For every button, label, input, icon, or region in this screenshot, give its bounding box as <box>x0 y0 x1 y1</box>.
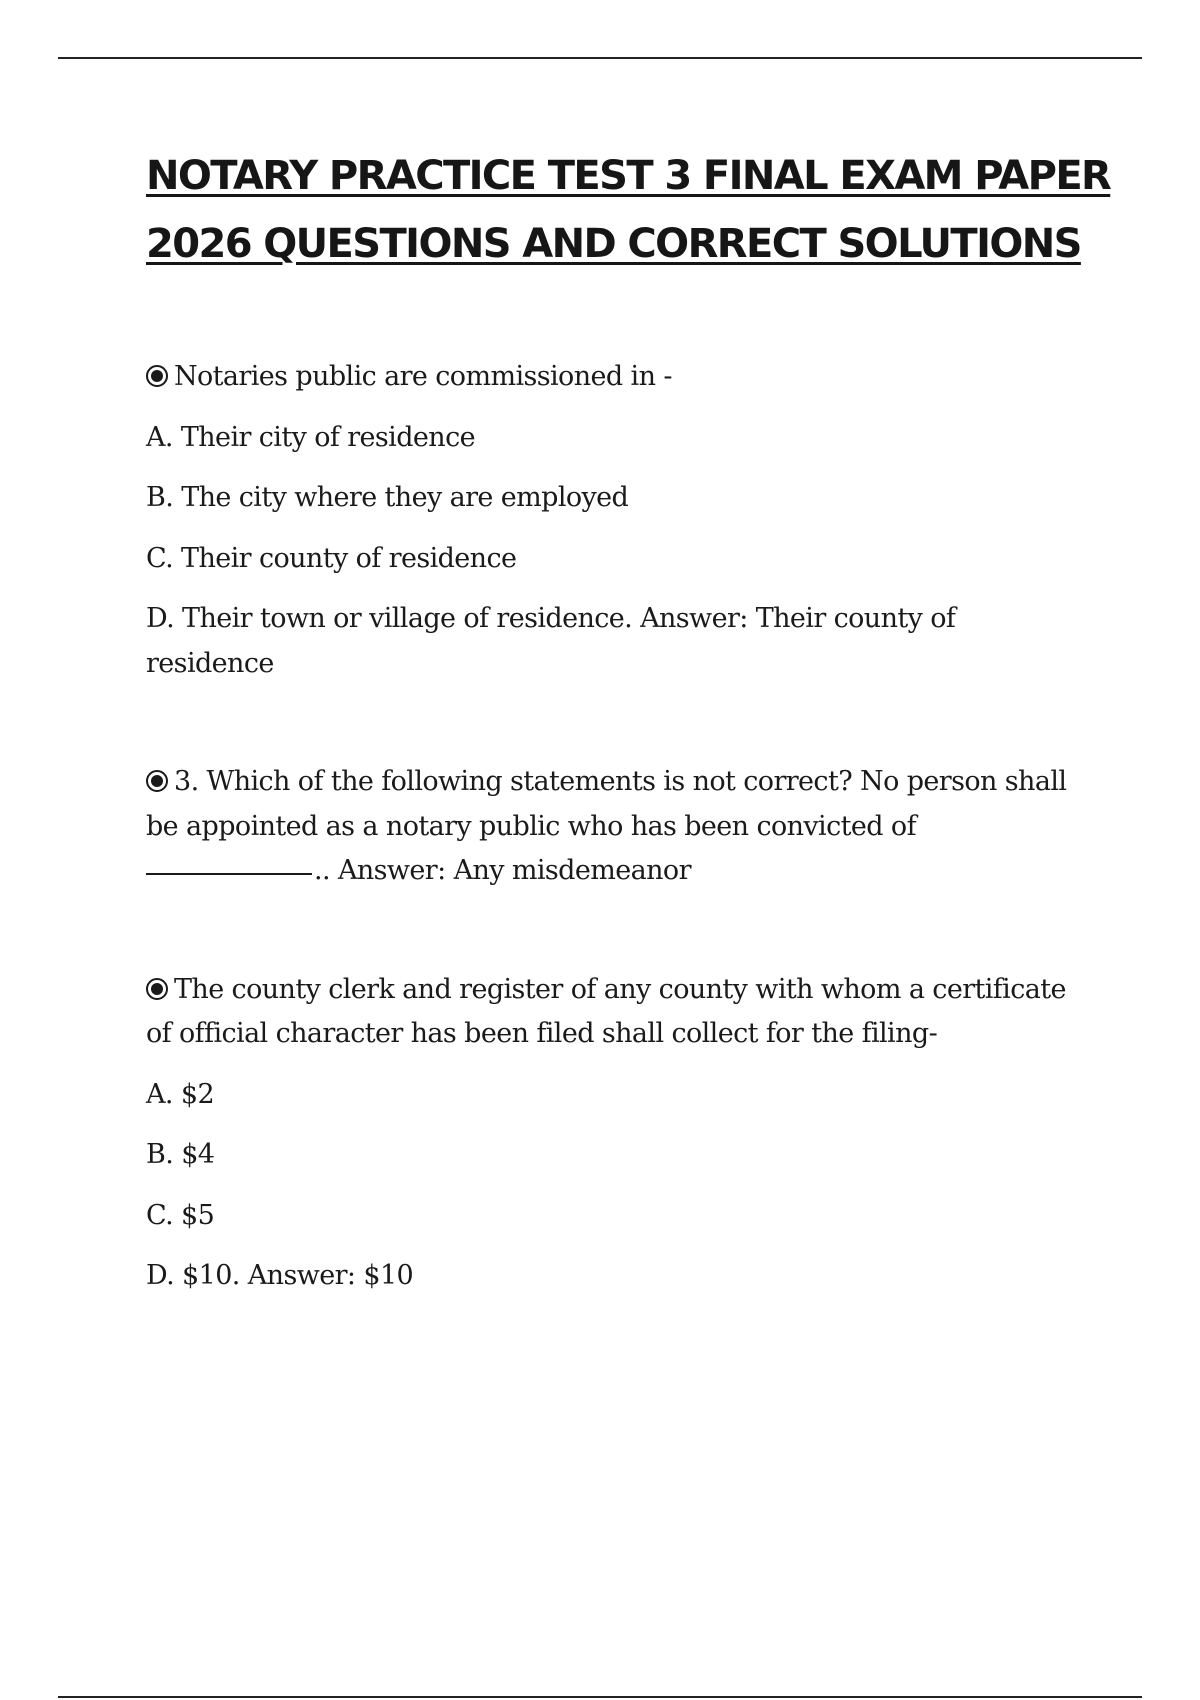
question-1 <box>146 355 1076 686</box>
title-line-2: 2026 QUESTIONS AND CORRECT SOLUTIONS <box>146 221 1081 267</box>
option-d-with-answer: D. Their town or village of residence. Answer: Their county of residence <box>146 603 956 679</box>
question-prompt: Notaries public are commissioned in - <box>146 355 1076 400</box>
answer-blank <box>146 873 312 875</box>
option-c: C. Their county of residence <box>146 542 517 574</box>
option-c: C. $5 <box>146 1199 215 1231</box>
option-b: B. The city where they are employed <box>146 482 629 513</box>
title-line-1: NOTARY PRACTICE TEST 3 FINAL EXAM PAPER <box>146 153 1111 199</box>
radio-bullet-icon <box>146 365 168 387</box>
question-2 <box>146 760 1076 894</box>
option-d-with-answer: D. $10. Answer: $10 <box>146 1260 414 1291</box>
top-rule <box>58 57 1142 59</box>
bottom-rule <box>58 1696 1142 1698</box>
option-a: A. $2 <box>146 1078 215 1110</box>
question-prompt: The county clerk and register of any county with whom a certificate of official character has been filed shall collect for the filing- <box>146 973 1066 1049</box>
document-title <box>146 142 1111 278</box>
question-list <box>146 355 1076 1299</box>
radio-bullet-icon <box>146 770 168 792</box>
radio-bullet-icon <box>146 978 168 1000</box>
option-b: B. $4 <box>146 1139 215 1170</box>
option-a: A. Their city of residence <box>146 421 475 453</box>
question-prompt: 3. Which of the following statements is not correct? No person shall be appointed as a notary public who has been convicted of .. Answer: Any misdemeanor <box>146 766 1067 886</box>
answer-text: .. Answer: Any misdemeanor <box>314 855 691 886</box>
question-3 <box>146 968 1076 1299</box>
